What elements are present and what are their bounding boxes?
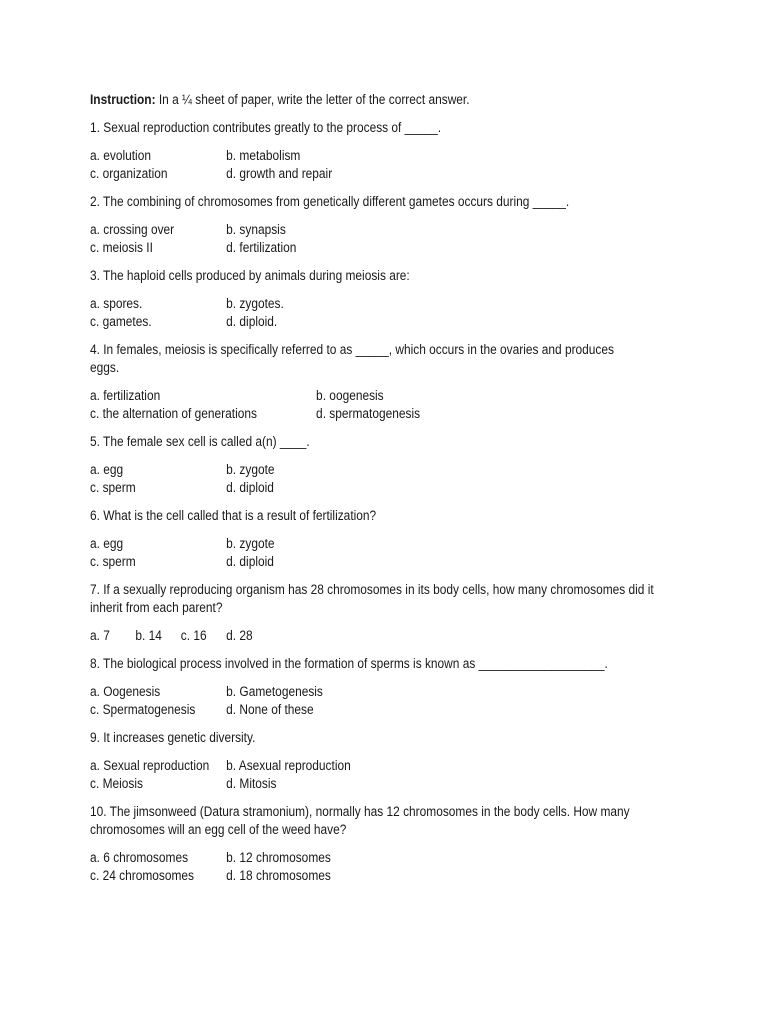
option-b: b. synapsis <box>226 222 286 237</box>
option-d: d. Mitosis <box>226 776 277 791</box>
option-d: d. spermatogenesis <box>316 406 421 421</box>
question-4 <box>90 341 624 423</box>
option-d: d. growth and repair <box>226 166 333 181</box>
option-c: c. organization <box>90 166 168 181</box>
option-a: a. egg <box>90 536 124 551</box>
option-b: b. zygotes. <box>226 296 284 311</box>
option-b: b. metabolism <box>226 148 301 163</box>
answer-options <box>90 387 624 423</box>
option-a: a. fertilization <box>90 388 161 403</box>
question-1 <box>90 119 624 183</box>
option-b: b. zygote <box>226 536 275 551</box>
answer-options <box>90 221 624 257</box>
question-stem: 4. In females, meiosis is specifically referred to as _____, which occurs in the ovaries and produces eggs. <box>90 342 614 375</box>
option-c: c. Spermatogenesis <box>90 702 196 717</box>
question-stem: 8. The biological process involved in the formation of sperms is known as ___________________. <box>90 656 608 671</box>
option-b: b. Asexual reproduction <box>226 758 351 773</box>
option-b: b. 14 <box>135 628 162 643</box>
question-2 <box>90 193 624 257</box>
option-d: d. diploid. <box>226 314 278 329</box>
answer-options <box>90 295 624 331</box>
option-a: a. crossing over <box>90 222 175 237</box>
option-a: a. Sexual reproduction <box>90 758 210 773</box>
question-10 <box>90 803 630 885</box>
question-3 <box>90 267 624 331</box>
question-9 <box>90 729 624 793</box>
option-b: b. zygote <box>226 462 275 477</box>
answer-options <box>90 535 624 571</box>
option-a: a. 7 <box>90 628 110 643</box>
worksheet <box>90 91 654 895</box>
question-5 <box>90 433 624 497</box>
option-c: c. meiosis II <box>90 240 153 255</box>
option-b: b. oogenesis <box>316 388 384 403</box>
answer-options <box>90 757 624 793</box>
option-c: c. 24 chromosomes <box>90 868 194 883</box>
option-b: b. Gametogenesis <box>226 684 323 699</box>
option-d: d. None of these <box>226 702 314 717</box>
option-d: d. 18 chromosomes <box>226 868 331 883</box>
option-c: c. sperm <box>90 480 136 495</box>
answer-options <box>90 683 624 719</box>
question-stem: 10. The jimsonweed (Datura stramonium), normally has 12 chromosomes in the body cells. How many chromosomes will an egg cell of the weed have? <box>90 804 630 837</box>
answer-options <box>90 147 624 183</box>
question-stem: 6. What is the cell called that is a result of fertilization? <box>90 508 377 523</box>
question-7 <box>90 581 654 645</box>
option-b: b. 12 chromosomes <box>226 850 331 865</box>
question-stem: 3. The haploid cells produced by animals during meiosis are: <box>90 268 410 283</box>
option-a: a. evolution <box>90 148 151 163</box>
option-c: c. gametes. <box>90 314 152 329</box>
option-a: a. Oogenesis <box>90 684 161 699</box>
option-d: d. diploid <box>226 480 274 495</box>
option-d: d. fertilization <box>226 240 297 255</box>
instruction-text: In a ¼ sheet of paper, write the letter of the correct answer. <box>155 92 470 107</box>
question-stem: 2. The combining of chromosomes from genetically different gametes occurs during _____. <box>90 194 570 209</box>
question-stem: 1. Sexual reproduction contributes greatly to the process of _____. <box>90 120 442 135</box>
question-6 <box>90 507 624 571</box>
option-c: c. sperm <box>90 554 136 569</box>
question-stem: 5. The female sex cell is called a(n) ____. <box>90 434 310 449</box>
option-c: c. Meiosis <box>90 776 143 791</box>
question-stem: 9. It increases genetic diversity. <box>90 730 256 745</box>
question-stem: 7. If a sexually reproducing organism has 28 chromosomes in its body cells, how many chromosomes did it inherit from each parent? <box>90 582 654 615</box>
option-d: d. diploid <box>226 554 274 569</box>
answer-options <box>90 849 624 885</box>
option-c: c. 16 <box>180 628 207 643</box>
option-d: d. 28 <box>226 628 253 643</box>
answer-options <box>90 461 624 497</box>
option-a: a. 6 chromosomes <box>90 850 189 865</box>
instruction-line <box>90 91 624 109</box>
option-a: a. spores. <box>90 296 143 311</box>
answer-options <box>90 627 624 645</box>
question-8 <box>90 655 624 719</box>
option-c: c. the alternation of generations <box>90 406 257 421</box>
instruction-label: Instruction: <box>90 92 156 107</box>
option-a: a. egg <box>90 462 124 477</box>
